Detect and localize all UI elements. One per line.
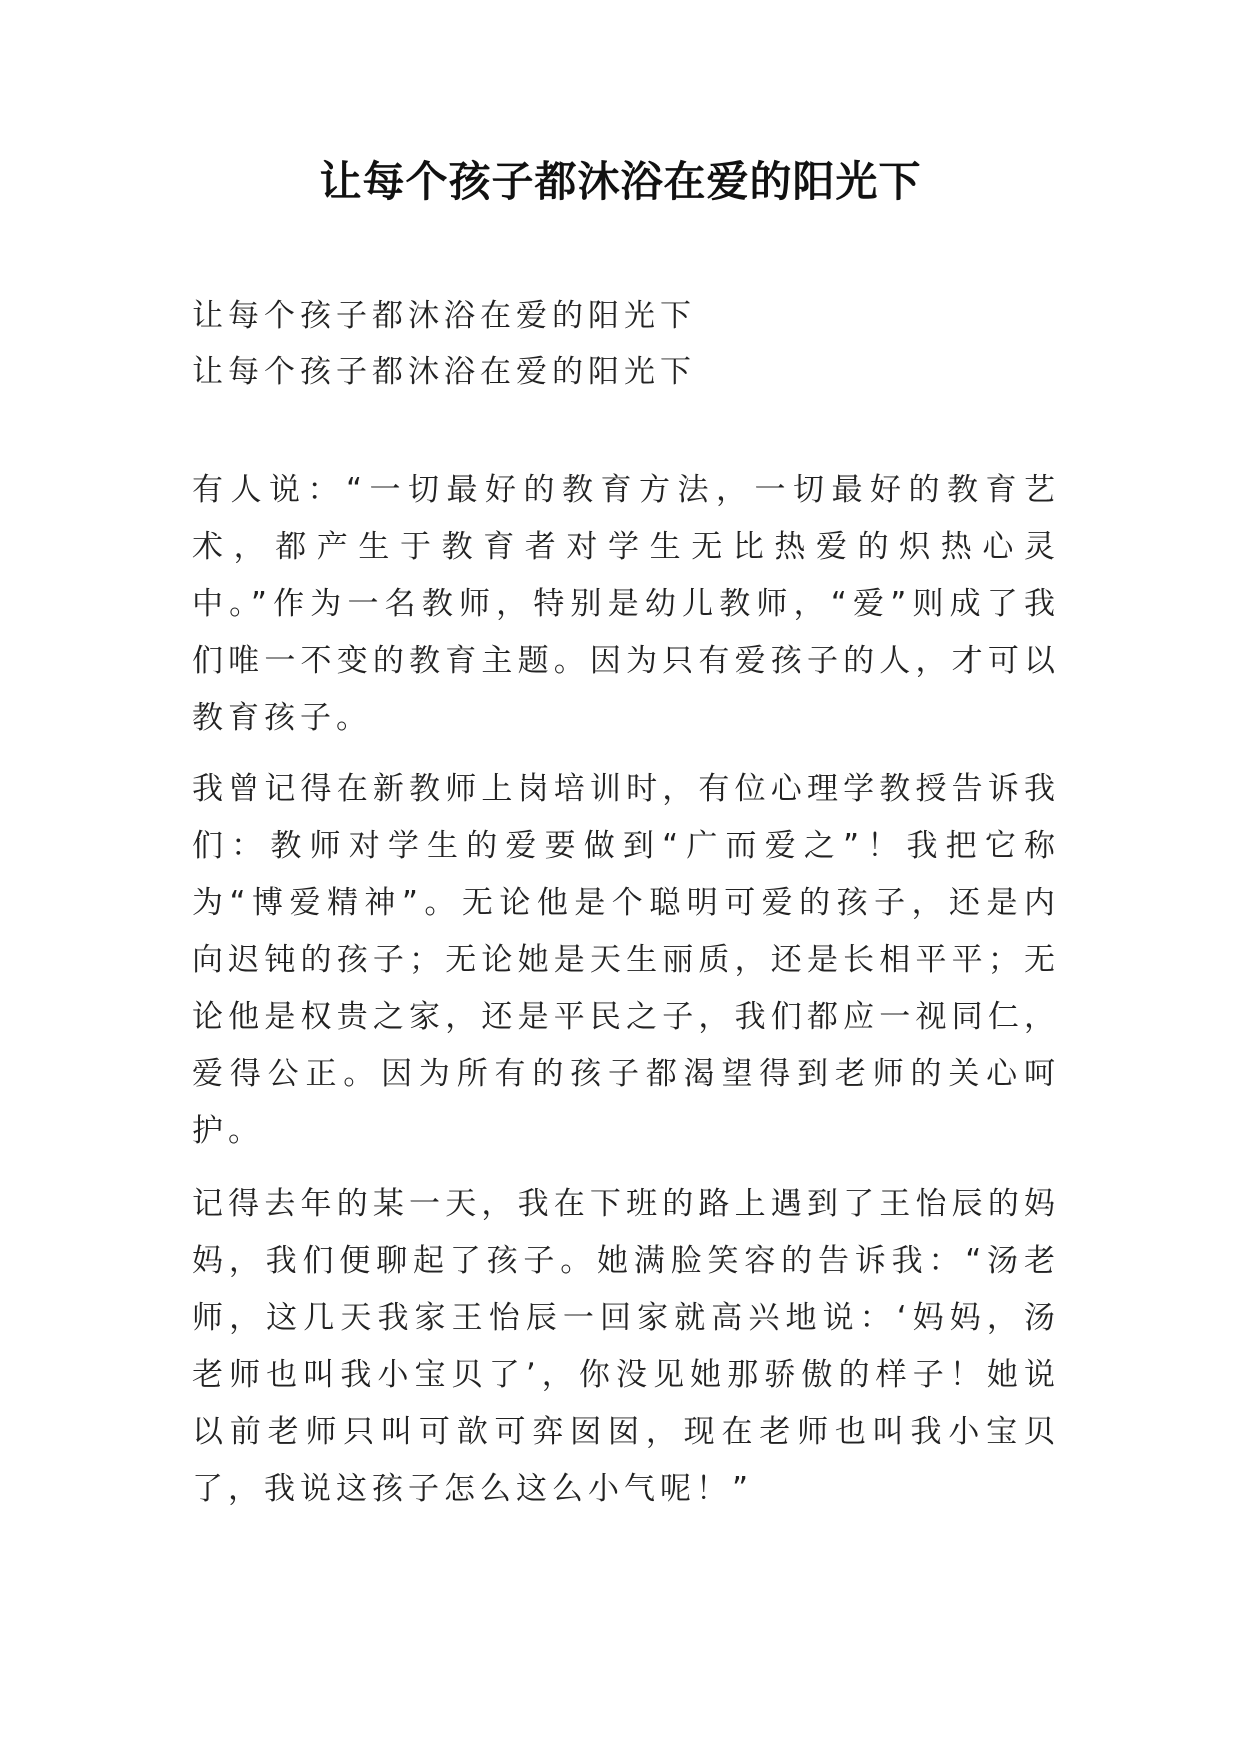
body-paragraph: 记得去年的某一天，我在下班的路上遇到了王怡辰的妈妈，我们便聊起了孩子。她满脸笑容的告诉我：“汤老师，这几天我家王怡辰一回家就高兴地说：‘妈妈，汤老师也叫我小宝贝了’，你没见她那骄傲的样子！她说以前老师只叫可歆可弈囡囡，现在老师也叫我小宝贝了，我说这孩子怎么这么小气呢！” — [192, 1186, 1060, 1507]
body-paragraph: 我曾记得在新教师上岗培训时，有位心理学教授告诉我们：教师对学生的爱要做到“广而爱之”！我把它称为“博爱精神”。无论他是个聪明可爱的孩子，还是内向迟钝的孩子；无论她是天生丽质，还是长相平平；无论他是权贵之家，还是平民之子，我们都应一视同仁，爱得公正。因为所有的孩子都渴望得到老师的关心呵护。 — [192, 771, 1060, 1149]
subtitle-line: 让每个孩子都沐浴在爱的阳光下 — [192, 298, 696, 334]
document-title: 让每个孩子都沐浴在爱的阳光下 — [319, 157, 922, 206]
subtitle-line: 让每个孩子都沐浴在爱的阳光下 — [192, 354, 696, 390]
subtitle-block — [192, 288, 1060, 400]
body-paragraph: 有人说：“一切最好的教育方法，一切最好的教育艺术，都产生于教育者对学生无比热爱的炽热心灵中。”作为一名教师，特别是幼儿教师，“爱”则成了我们唯一不变的教育主题。因为只有爱孩子的人，才可以教育孩子。 — [192, 472, 1060, 736]
